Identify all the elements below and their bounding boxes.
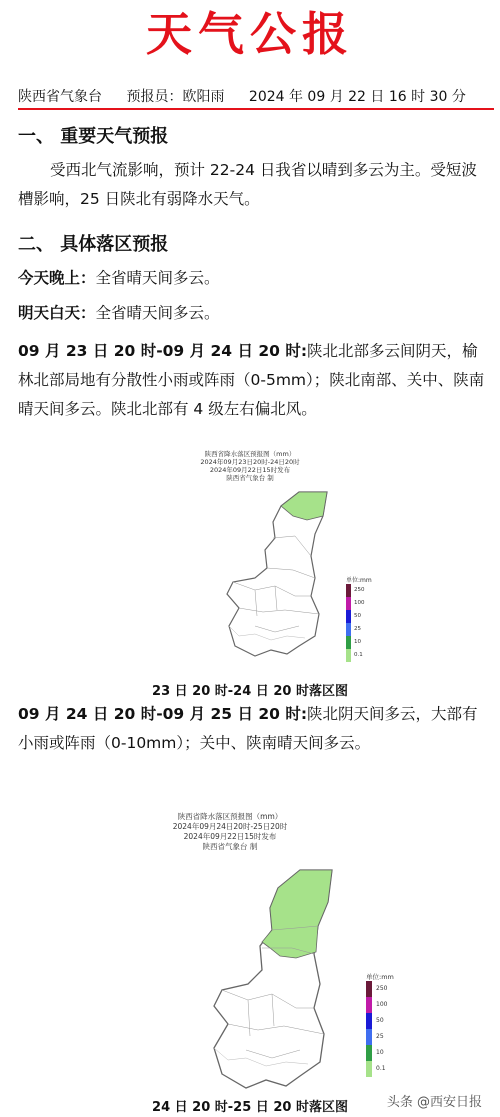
map1-title-line2: 2024年09月23日20时-24日20时 — [200, 458, 300, 466]
map2-legend-25: 25 — [376, 1033, 384, 1040]
map2-rain-area — [262, 870, 332, 958]
issue-datetime: 2024 年 09 月 22 日 16 时 30 分 — [248, 89, 466, 105]
map1-legend-unit: 单位:mm — [346, 577, 372, 584]
map1-legend-25: 25 — [354, 626, 361, 632]
map1-legend-250: 250 — [354, 587, 365, 593]
map1-title-line3: 2024年09月22日15时发布 — [209, 466, 291, 474]
page-title: 天气公报 — [146, 7, 354, 61]
tonight-forecast — [18, 264, 492, 293]
section1-heading: 一、 重要天气预报 — [18, 126, 169, 147]
tomorrow-text: 全省晴天间多云。 — [95, 304, 220, 322]
map1-title — [150, 450, 350, 482]
tomorrow-label: 明天白天： — [18, 304, 96, 322]
map1-legend-0-1: 0.1 — [354, 652, 363, 658]
section1-body: 受西北气流影响，预计 22-24 日我省以晴到多云为主。受短波槽影响，25 日陕北有弱降水天气。 — [18, 161, 477, 208]
map2-title-line4: 陕西省气象台 制 — [202, 842, 258, 851]
map1-legend-50: 50 — [354, 613, 361, 619]
map2-title — [130, 812, 330, 852]
map2-legend-10: 10 — [376, 1049, 384, 1056]
map2-title-line1: 陕西省降水落区预报图（mm） — [177, 812, 283, 821]
map2-legend-100: 100 — [376, 1001, 388, 1008]
forecaster: 预报员：欧阳雨 — [126, 89, 225, 105]
map1-caption: 23 日 20 时-24 日 20 时落区图 — [152, 684, 348, 699]
map1-legend — [346, 575, 372, 662]
map2-legend — [366, 972, 394, 1077]
period1-label: 09 月 23 日 20 时-09 月 24 日 20 时: — [18, 342, 308, 360]
period2-text: 陕北阴天间多云，大部有小雨或阵雨（0-10mm）；关中、陕南晴天间多云。 — [18, 705, 478, 752]
map2-title-line3: 2024年09月22日15时发布 — [183, 832, 277, 841]
period1-text: 陕北北部多云间阴天，榆林北部局地有分散性小雨或阵雨（0-5mm）；陕北南部、关中、陕南晴天间多云。陕北北部有 4 级左右偏北风。 — [18, 342, 485, 418]
map2-shaanxi-map — [200, 862, 355, 1097]
tonight-label: 今天晚上： — [18, 269, 96, 287]
section2-heading: 二、 具体落区预报 — [18, 234, 169, 255]
map1-legend-100: 100 — [354, 600, 365, 606]
map2-legend-unit: 单位:mm — [366, 973, 394, 981]
map1-shaanxi-map — [215, 486, 345, 661]
info-bar — [18, 86, 494, 110]
period1-forecast — [18, 337, 492, 424]
map2-legend-50: 50 — [376, 1017, 384, 1024]
map1-title-line1: 陕西省降水落区预报图（mm） — [204, 450, 296, 458]
map2-caption: 24 日 20 时-25 日 20 时落区图 — [152, 1100, 348, 1115]
period2-forecast — [18, 700, 492, 758]
tonight-text: 全省晴天间多云。 — [95, 269, 220, 287]
period2-label: 09 月 24 日 20 时-09 月 25 日 20 时: — [18, 705, 308, 723]
tomorrow-forecast — [18, 299, 492, 328]
watermark: 头条 @西安日报 — [383, 1090, 486, 1111]
map2-title-line2: 2024年09月24日20时-25日20时 — [172, 822, 288, 831]
map2-legend-250: 250 — [376, 985, 388, 992]
map1-legend-10: 10 — [354, 639, 361, 645]
agency-name: 陕西省气象台 — [18, 89, 102, 105]
map1-title-line4: 陕西省气象台 制 — [226, 474, 274, 482]
map2-legend-0-1: 0.1 — [376, 1065, 386, 1072]
